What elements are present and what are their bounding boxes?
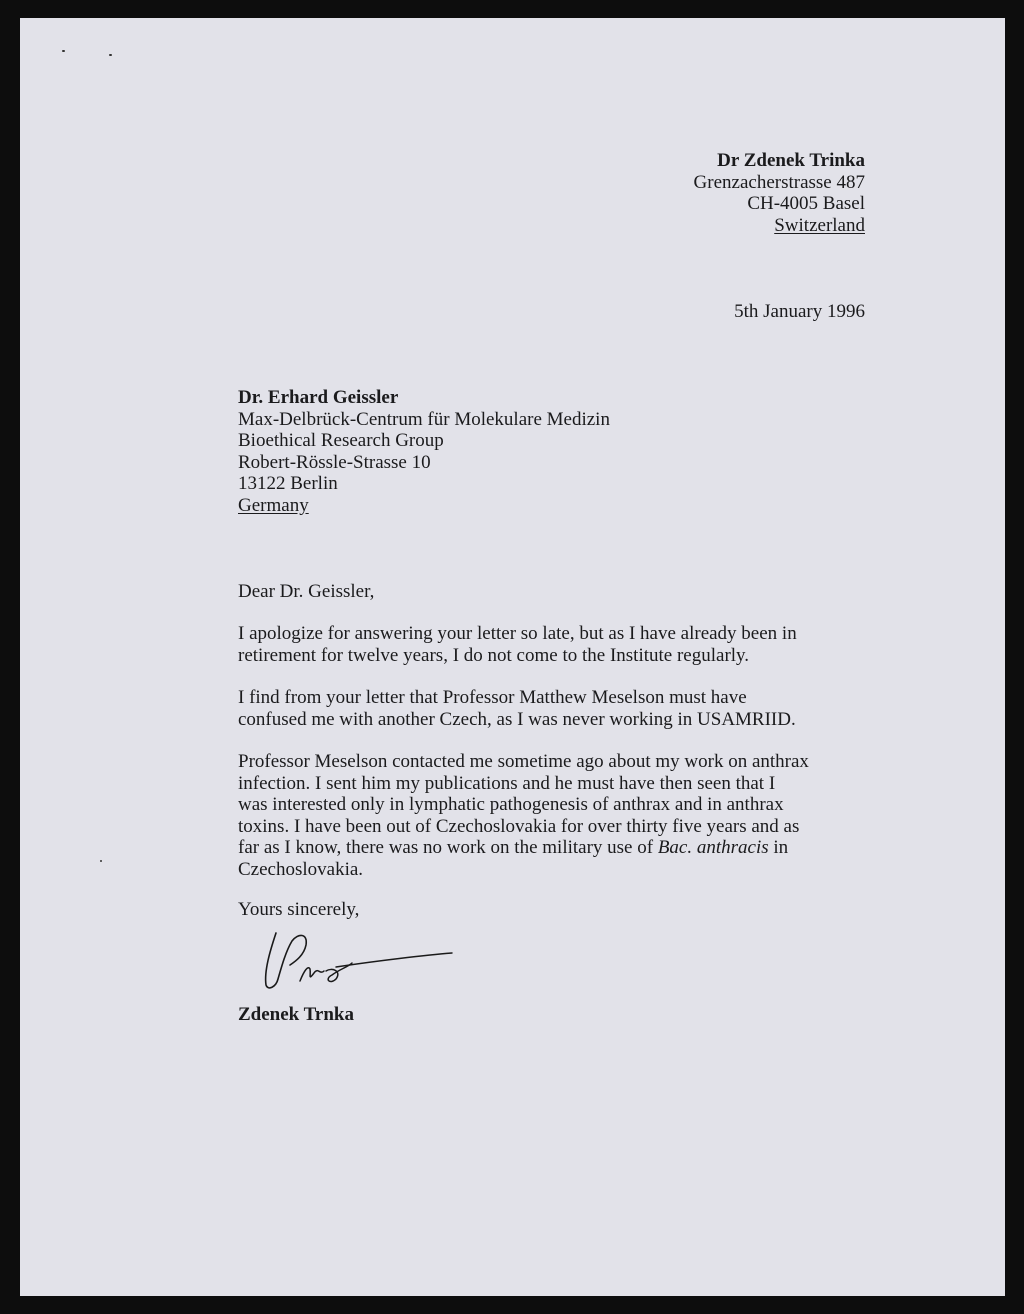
paragraph-line: Professor Meselson contacted me sometime ago about my work on anthrax (238, 751, 809, 772)
recipient-address (238, 387, 610, 516)
body-paragraph (238, 751, 878, 881)
recipient-country: Germany (238, 494, 309, 516)
paragraph-line: Czechoslovakia. (238, 858, 364, 880)
sender-street: Grenzacherstrasse 487 (693, 171, 865, 193)
paragraph-line (238, 837, 878, 859)
italic-term: Bac. anthracis (657, 837, 769, 859)
paragraph-line: retirement for twelve years, I do not come to the Institute regularly. (238, 644, 750, 666)
paragraph-line: toxins. I have been out of Czechoslovakia for over thirty five years and as (238, 815, 800, 837)
sender-country: Switzerland (774, 214, 865, 236)
recipient-line: Robert-Rössle-Strasse 10 (238, 451, 431, 473)
paragraph-text: in (768, 837, 789, 859)
paragraph-line: I apologize for answering your letter so late, but as I have already been in (238, 623, 797, 644)
paper-speck (100, 860, 102, 862)
paper-speck (62, 50, 65, 52)
handwritten-signature (256, 921, 456, 1001)
letter-page (20, 18, 1005, 1296)
paper-speck (109, 54, 112, 56)
paragraph-line: confused me with another Czech, as I was never working in USAMRIID. (238, 708, 796, 730)
letter-date: 5th January 1996 (734, 301, 865, 322)
recipient-line: 13122 Berlin (238, 473, 338, 494)
sender-city: CH-4005 Basel (747, 193, 865, 214)
paragraph-line: I find from your letter that Professor Matthew Meselson must have (238, 687, 747, 708)
salutation: Dear Dr. Geissler, (238, 581, 375, 602)
recipient-name: Dr. Erhard Geissler (238, 387, 399, 408)
paragraph-line: was interested only in lymphatic pathogenesis of anthrax and in anthrax (238, 794, 784, 816)
paragraph-text: far as I know, there was no work on the military use of (238, 837, 658, 859)
paragraph-line: infection. I sent him my publications and he must have then seen that I (238, 772, 776, 794)
sender-address (694, 150, 865, 236)
recipient-line: Bioethical Research Group (238, 430, 444, 451)
closing: Yours sincerely, (238, 899, 360, 920)
sender-name: Dr Zdenek Trinka (717, 150, 865, 171)
body-paragraph (238, 623, 878, 666)
signature-name: Zdenek Trnka (238, 1004, 354, 1025)
recipient-line: Max-Delbrück-Centrum für Molekulare Medizin (238, 408, 610, 430)
body-paragraph (238, 687, 878, 730)
